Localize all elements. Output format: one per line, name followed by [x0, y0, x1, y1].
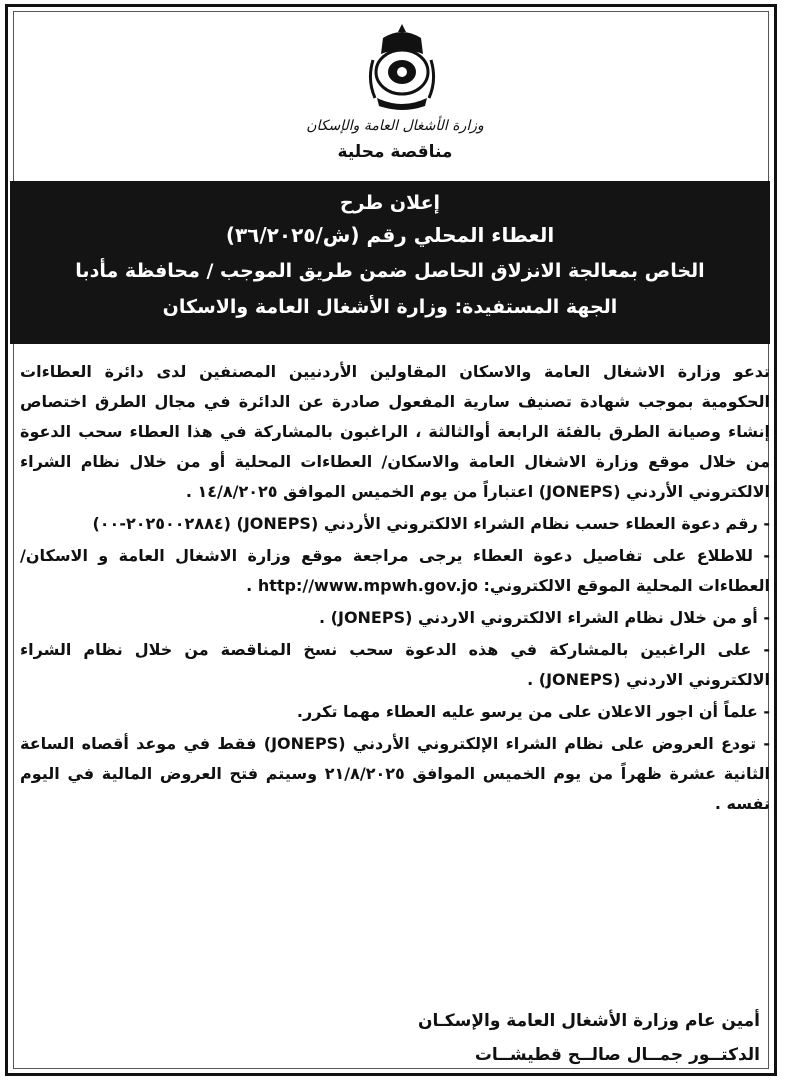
advertising-fees-note: - علماً أن اجور الاعلان على من يرسو عليه العطاء مهما تكرر. [296, 702, 770, 721]
jordan-coat-of-arms-icon [363, 20, 441, 112]
details-paragraph: - للاطلاع على تفاصيل دعوة العطاء يرجى مراجعة موقع وزارة الاشغال العامة و الاسكان/العطاءات المحلية الموقع الالكتروني: http://www.mpwh.gov.jo . [20, 546, 770, 595]
website-link[interactable]: http://www.mpwh.gov.jo [257, 576, 478, 595]
tender-type-label: مناقصة محلية [337, 142, 453, 162]
details-text: - للاطلاع على تفاصيل دعوة العطاء يرجى مراجعة موقع وزارة الاشغال العامة و الاسكان/العطاءات المحلية الموقع الالكتروني: [20, 546, 770, 595]
notice-body [20, 357, 770, 821]
joneps-option: - أو من خلال نظام الشراء الالكتروني الاردني (JONEPS) . [319, 608, 770, 627]
signature-block [330, 1004, 760, 1072]
title-banner [10, 181, 770, 344]
download-instructions: - على الراغبين بالمشاركة في هذه الدعوة سحب نسخ المناقصة من خلال نظام الشراء الالكتروني الاردني (JONEPS) . [20, 640, 770, 689]
ministry-calligraphy: وزارة الأشغال العامة والإسكان [306, 118, 484, 134]
beneficiary: الجهة المستفيدة: وزارة الأشغال العامة والاسكان [162, 296, 618, 318]
announcement-heading: إعلان طرح [339, 192, 441, 214]
submission-deadline: - تودع العروض على نظام الشراء الإلكتروني الأردني (JONEPS) فقط في موعد أقصاه الساعة الثانية عشرة ظهراً من يوم الخميس الموافق ٢١/٨/٢٠٢٥ وسيتم فتح العروض المالية في اليوم نفسه . [20, 734, 771, 813]
signatory-title: أمين عام وزارة الأشغال العامة والإسكـان [418, 1011, 760, 1031]
signatory-name: الدكتــور جمــال صالــح قطيشــات [474, 1045, 760, 1065]
tender-invitation-number: - رقم دعوة العطاء حسب نظام الشراء الالكتروني الأردني (JONEPS) (٢٠٢٥٠٠٢٨٨٤-٠٠) [92, 514, 770, 533]
tender-subject: الخاص بمعالجة الانزلاق الحاصل ضمن طريق الموجب / محافظة مأدبا [75, 260, 705, 282]
tender-number: العطاء المحلي رقم (ش/٣٦/٢٠٢٥) [225, 223, 555, 247]
intro-paragraph: تدعو وزارة الاشغال العامة والاسكان المقاولين الأردنيين المصنفين لدى دائرة العطاءات الحكومية بموجب شهادة تصنيف سارية المفعول صادرة عن الدائرة في مجال الطرق اختصاص إنشاء وصيانة الطرق بالفئة الرابعة أوالثالثة ، الراغبون بالمشاركة في هذا العطاء سحب الدعوة من خلال موقع وزارة الاشغال العامة والاسكان/ العطاءات المحلية أو من خلال نظام الشراء الالكتروني الأردني (JONEPS) اعتباراً من يوم الخميس الموافق ١٤/٨/٢٠٢٥ . [20, 362, 770, 501]
